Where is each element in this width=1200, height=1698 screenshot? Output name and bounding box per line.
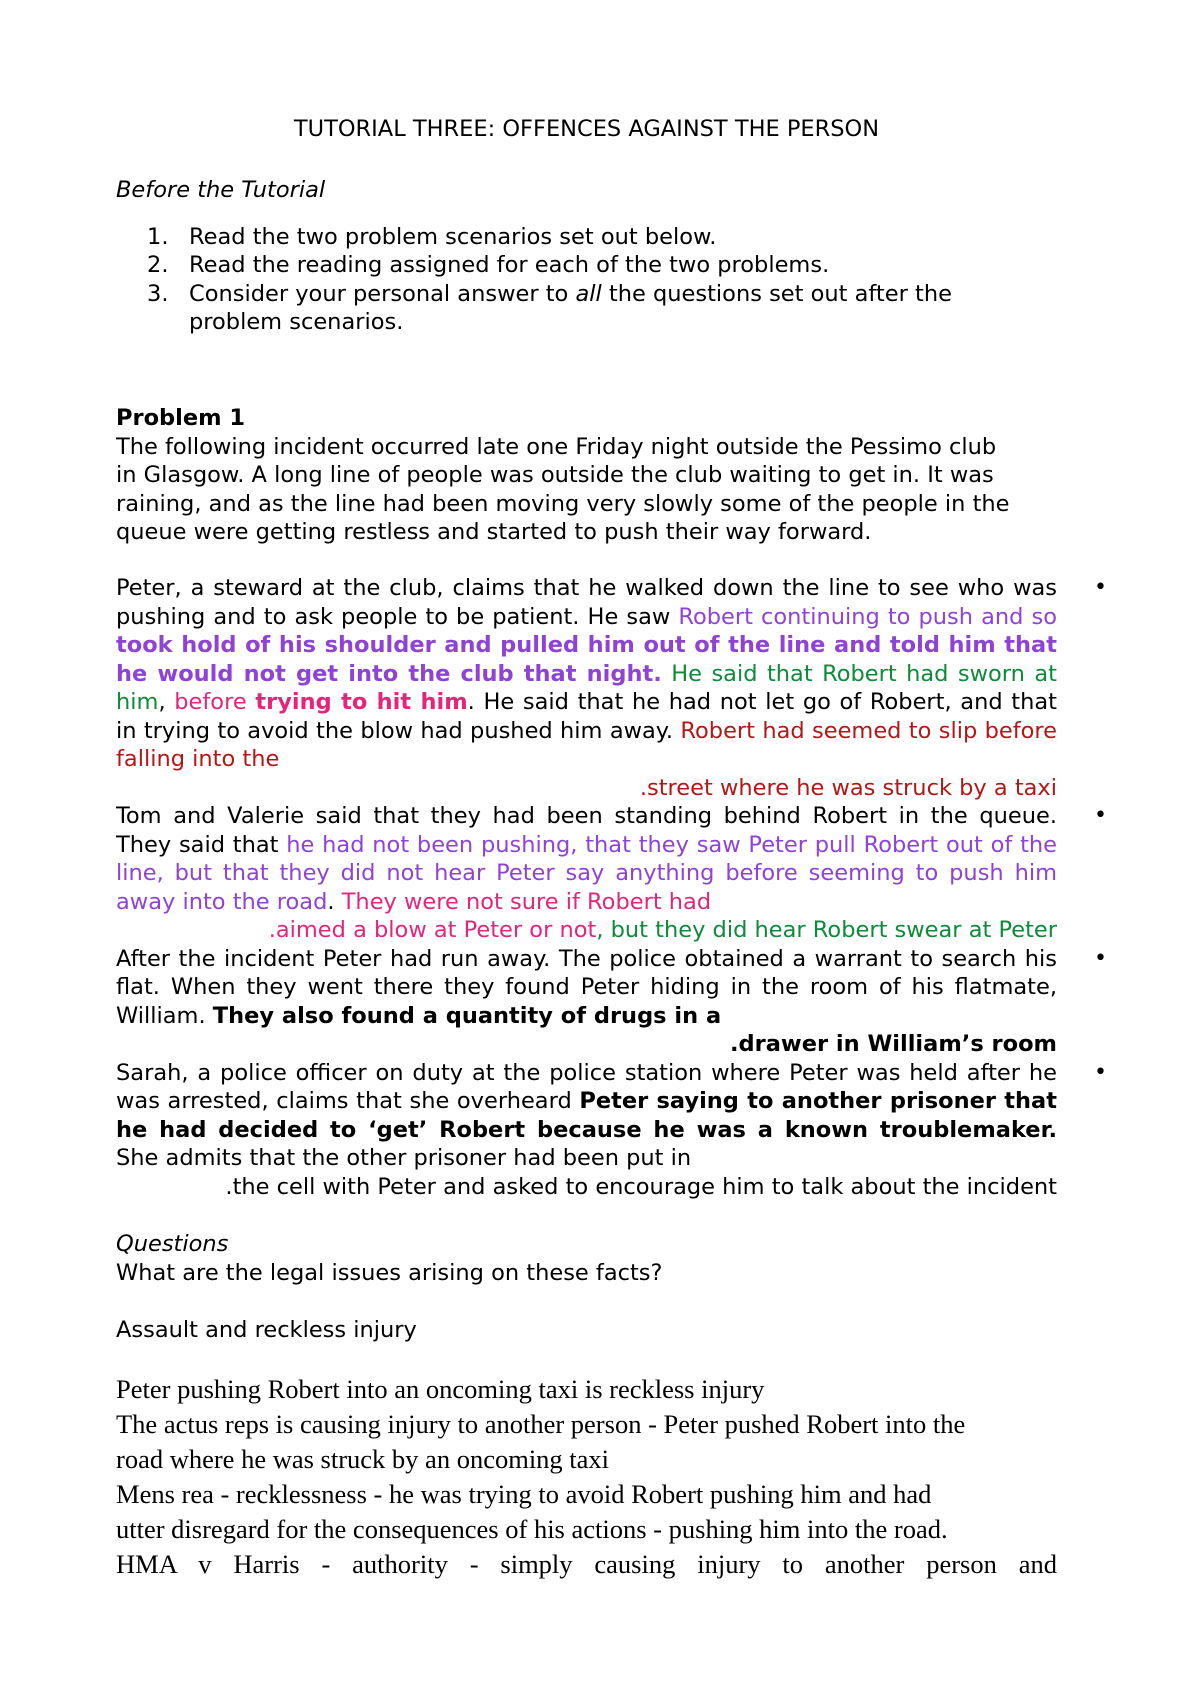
document-title: TUTORIAL THREE: OFFENCES AGAINST THE PERSON (293, 116, 880, 142)
statement-last-line: .street where he was struck by a taxi (639, 774, 1057, 801)
list-number: 3. (147, 280, 169, 307)
statement-span: . He said that he had not let go of Robert, and that in trying to avoid the blow had pushed him away. (116, 689, 1057, 744)
statement-span: Sarah, a police officer on duty at the police station where Peter was held after he was arrested, claims that she overheard (116, 1059, 1057, 1114)
instruction-text: Read the two problem scenarios set out below. (189, 223, 717, 250)
statement-span: . (327, 888, 342, 915)
statement-span: , (158, 689, 175, 715)
list-number: 2. (147, 252, 169, 278)
problem-heading: Problem 1 (116, 405, 246, 431)
note-line: road where he was struck by an oncoming taxi (116, 1444, 610, 1474)
highlight-blow: They were not sure if Robert had (341, 888, 712, 915)
statement-text (116, 945, 1057, 1031)
statement-peter (116, 574, 1107, 802)
instruction-item (116, 223, 1057, 252)
list-number: 1. (147, 223, 169, 250)
statement-sarah (116, 1059, 1107, 1202)
statement-span: Peter, a steward at the club, claims that he walked down the line to see who was pushing and to ask people to be patient. He saw (116, 575, 1057, 630)
questions-section (116, 1230, 1057, 1287)
note-line: utter disregard for the consequences of his actions - pushing him into the road. (116, 1514, 948, 1544)
note-line: Mens rea - recklessness - he was trying to avoid Robert pushing him and had (116, 1479, 932, 1509)
problem-intro-line: The following incident occurred late one Friday night outside the Pessimo club (116, 433, 997, 460)
statement-text (116, 1059, 1057, 1173)
highlight-actus: he had not been pushing, that they saw Peter pull Robert out of the line, but that they did not hear Peter say anything before seeming to push him away into the road (116, 831, 1058, 915)
bullet-marker: • (1094, 803, 1107, 828)
statement-tom-valerie (116, 802, 1107, 945)
before-tutorial-section (116, 176, 1057, 337)
statement-last-line: .drawer in William’s room (730, 1031, 1057, 1057)
highlight-swearing: He said that Robert had sworn at him (116, 660, 1057, 715)
statement-span: She admits that the other prisoner had been put in (116, 1145, 692, 1171)
highlight-blow: .aimed a blow at Peter or not (268, 917, 597, 943)
statement-text (116, 802, 1057, 916)
instruction-text: Read the reading assigned for each of the two problems. (189, 252, 830, 278)
problem-intro-line: raining, and as the line had been moving very slowly some of the people in the (116, 490, 1010, 517)
answer-heading-block (116, 1316, 1057, 1345)
instruction-emphasis: all (575, 280, 602, 307)
highlight-fall: Robert had seemed to slip before falling into the (116, 717, 1057, 772)
highlight-swearing: , but they did hear Robert swear at Peter (596, 917, 1057, 943)
bullet-marker: • (1094, 1059, 1107, 1085)
bold-span: They also found a quantity of drugs in a (212, 1002, 722, 1029)
statement-text (116, 574, 1057, 774)
statement-span: Tom and Valerie said that they had been standing behind Robert in the queue. They said that (116, 803, 1057, 858)
instruction-text: Consider your personal answer to (189, 280, 576, 307)
answer-heading: Assault and reckless injury (116, 1317, 417, 1343)
statement-span: After the incident Peter had run away. The police obtained a warrant to search his flat. When they went there they found Peter hiding in the room of his flatmate, William. (116, 945, 1057, 1029)
question-text: What are the legal issues arising on these facts? (116, 1259, 663, 1286)
student-notes (116, 1372, 1057, 1582)
questions-heading: Questions (116, 1231, 229, 1257)
problem-intro-line: queue were getting restless and started to push their way forward. (116, 519, 872, 545)
statement-last-line (116, 916, 1057, 945)
highlight-actus: Robert continuing to push and so (678, 603, 1057, 630)
bullet-marker: • (1094, 945, 1107, 971)
statement-police-search (116, 945, 1107, 1059)
statement-last-line: .the cell with Peter and asked to encourage him to talk about the incident (225, 1173, 1057, 1200)
instruction-item (116, 280, 1057, 337)
highlight-actus-bold: took hold of his shoulder and pulled him out of the line and told him that he would not get into the club that night. (116, 632, 1057, 687)
instruction-text: the questions set out after the (601, 280, 952, 307)
instruction-list (116, 223, 1057, 337)
highlight-blow: before (174, 689, 256, 715)
problem-intro-line: in Glasgow. A long line of people was outside the club waiting to get in. It was (116, 462, 994, 488)
instruction-text: problem scenarios. (189, 309, 404, 335)
bullet-marker: • (1094, 575, 1107, 600)
witness-statements (116, 574, 1107, 1201)
note-line: HMA v Harris - authority - simply causing injury to another person and (116, 1549, 1057, 1579)
bold-span: Peter saying to another prisoner that he had decided to ‘get’ Robert because he was a known troublemaker. (116, 1088, 1057, 1143)
instruction-item (116, 251, 1057, 280)
highlight-blow-bold: trying to hit him (255, 689, 468, 715)
problem-section (116, 404, 1057, 547)
note-line: Peter pushing Robert into an oncoming taxi is reckless injury (116, 1374, 765, 1404)
note-line: The actus reps is causing injury to another person - Peter pushed Robert into the (116, 1409, 966, 1439)
before-tutorial-heading: Before the Tutorial (116, 177, 326, 203)
